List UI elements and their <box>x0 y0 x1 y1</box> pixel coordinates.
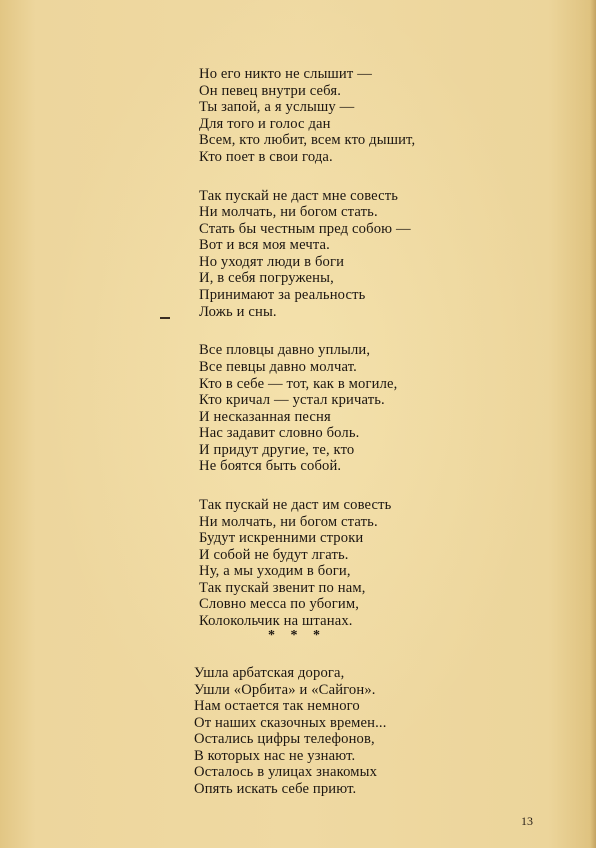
poem-line: Не боятся быть собой. <box>199 458 342 475</box>
poem-line: Все пловцы давно уплыли, <box>199 342 371 359</box>
poem-line: Так пускай не даст им совесть <box>199 497 392 514</box>
poem-line: И несказанная песня <box>199 408 331 425</box>
poem-line: Ни молчать, ни богом стать. <box>199 204 378 221</box>
poem-line: Ушли «Орбита» и «Сайгон». <box>194 681 376 698</box>
poem-line: Он певец внутри себя. <box>199 82 342 99</box>
poem-line: Но уходят люди в боги <box>199 253 345 270</box>
poem-line: Но его никто не слышит — <box>199 66 372 82</box>
poem-line: Остались цифры телефонов, <box>194 731 375 748</box>
poem-line: В которых нас не узнают. <box>194 747 356 764</box>
stanza-4 <box>199 497 519 629</box>
poem-line: Будут искренними строки <box>199 530 364 547</box>
poem-line: Словно месса по убогим, <box>199 596 360 613</box>
poem-line: Стать бы честным пред собою — <box>199 220 411 237</box>
poem-line: Для того и голос дан <box>199 115 331 132</box>
poem-line: Нам остается так немного <box>194 698 360 715</box>
poem-line: Принимают за реальность <box>199 286 366 303</box>
second-poem <box>194 665 387 797</box>
poem-line: И придут другие, те, кто <box>199 441 355 458</box>
poem-line: И собой не будут лгать. <box>199 546 349 563</box>
poem-line: Осталось в улицах знакомых <box>194 764 378 781</box>
poem-line: Колокольчик на штанах. <box>199 613 353 630</box>
poem-line: Опять искать себе приют. <box>194 780 357 797</box>
poem-line: Так пускай не даст мне совесть <box>199 187 399 204</box>
section-separator: * * * <box>268 628 326 643</box>
poem-line: Вот и вся моя мечта. <box>199 237 330 254</box>
page-number: 13 <box>521 814 533 828</box>
poem-line: Так пускай звенит по нам, <box>199 579 366 596</box>
stanza-1 <box>199 66 519 165</box>
poem-line: Кто кричал — устал кричать. <box>199 392 385 409</box>
poem-line: Ни молчать, ни богом стать. <box>199 513 378 530</box>
stanza-2 <box>199 188 519 320</box>
poem-line: Ты запой, а я услышу — <box>199 99 355 116</box>
poem-line: Ушла арбатская дорога, <box>194 665 345 681</box>
poem-line: Кто в себе — тот, как в могиле, <box>199 375 398 392</box>
poem-line: Кто поет в свои года. <box>199 148 333 165</box>
poem-text <box>199 66 519 652</box>
stanza-3 <box>199 342 519 474</box>
poem-line: Все певцы давно молчат. <box>199 358 357 375</box>
poem-line: Нас задавит словно боль. <box>199 425 360 442</box>
poem-line: Всем, кто любит, всем кто дышит, <box>199 132 416 149</box>
poem-line: От наших сказочных времен... <box>194 714 387 731</box>
poem-line: Ну, а мы уходим в боги, <box>199 563 351 580</box>
margin-mark <box>160 317 170 319</box>
poem-line: И, в себя погружены, <box>199 270 334 287</box>
poem-line: Ложь и сны. <box>199 303 277 320</box>
